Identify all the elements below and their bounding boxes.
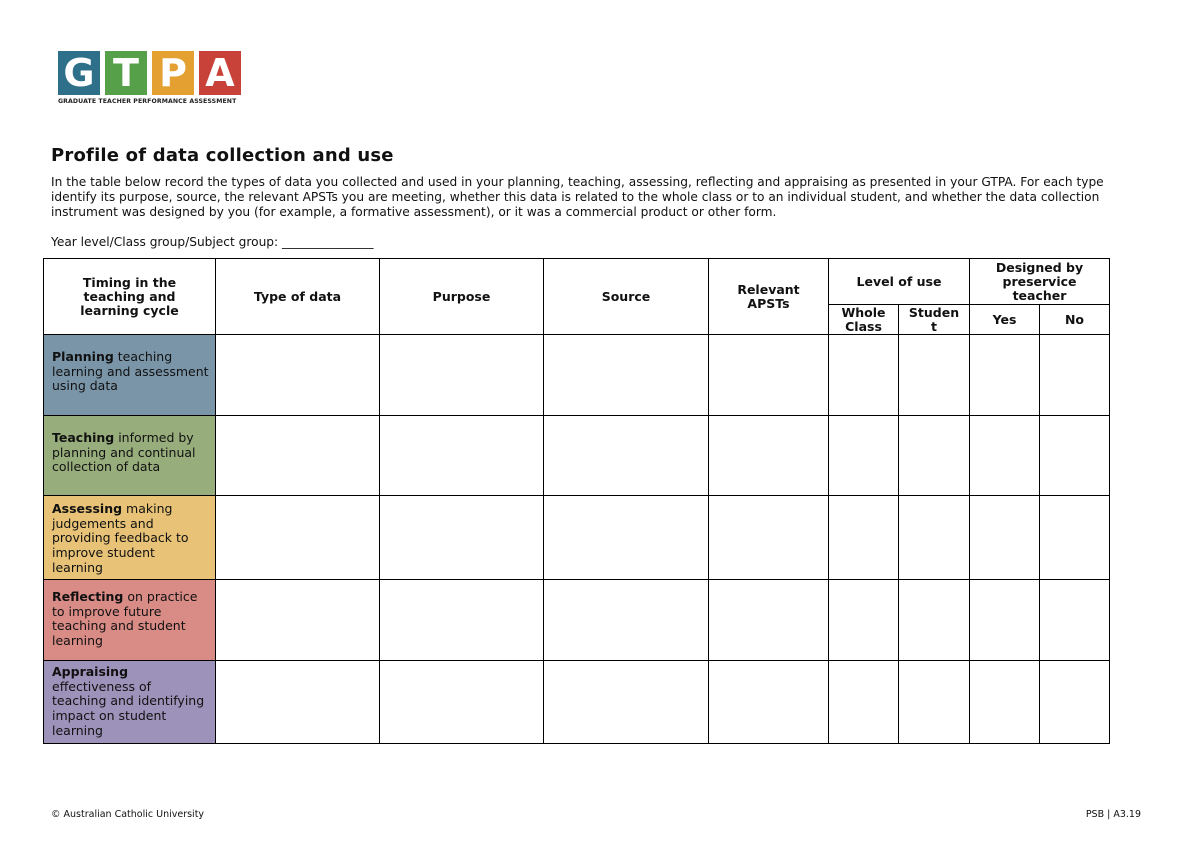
- row-label-bold: Assessing: [52, 501, 123, 516]
- cell-source[interactable]: [544, 335, 709, 416]
- table-row: [44, 416, 1110, 496]
- cell-yes[interactable]: [970, 416, 1040, 496]
- cell-type[interactable]: [216, 416, 380, 496]
- cell-apsts[interactable]: [709, 496, 829, 580]
- cell-student[interactable]: [899, 580, 970, 661]
- cell-type[interactable]: [216, 580, 380, 661]
- row-label-bold: Teaching: [52, 430, 115, 445]
- header-designed-label: Designed by preservice teacher: [995, 259, 1084, 303]
- row-label-appraising: [44, 661, 216, 744]
- header-source: Source: [544, 259, 709, 335]
- cell-type[interactable]: [216, 661, 380, 744]
- row-label-bold: Appraising: [52, 664, 129, 679]
- table-row: [44, 580, 1110, 661]
- table-row: [44, 661, 1110, 744]
- row-label-text: making judgements and providing feedback to improve student learning: [52, 501, 189, 575]
- cell-purpose[interactable]: [380, 416, 544, 496]
- cell-apsts[interactable]: [709, 416, 829, 496]
- header-timing: [44, 259, 216, 335]
- cell-yes[interactable]: [970, 496, 1040, 580]
- row-label-teaching: [44, 416, 216, 496]
- header-student-label: Studen t: [908, 304, 960, 334]
- data-collection-table: [43, 258, 1110, 744]
- header-level-of-use: Level of use: [829, 259, 970, 305]
- cell-source[interactable]: [544, 580, 709, 661]
- header-apsts-label: Relevant APSTs: [737, 281, 800, 311]
- row-label-text: informed by planning and continual collection of data: [52, 430, 196, 475]
- cell-student[interactable]: [899, 496, 970, 580]
- page-title: Profile of data collection and use: [51, 145, 394, 166]
- cell-student[interactable]: [899, 335, 970, 416]
- row-label-bold: Reflecting: [52, 589, 124, 604]
- header-relevant-apsts: [709, 259, 829, 335]
- cell-no[interactable]: [1040, 661, 1110, 744]
- cell-yes[interactable]: [970, 580, 1040, 661]
- header-timing-label: Timing in the teaching and learning cycle: [80, 274, 179, 318]
- logo-tile-t: T: [105, 51, 147, 95]
- intro-paragraph: In the table below record the types of data you collected and used in your planning, teaching, assessing, reflecting and appraising as presented in your GTPA. For each type identify its purpose, source, the relevant APSTs you are meeting, whether this data is related to the whole class or to an individual student, and whether the data collection instrument was designed by you (for example, a formative assessment), or it was a commercial product or other form.: [51, 175, 1104, 219]
- row-label-text: effectiveness of teaching and identifying impact on student learning: [52, 678, 205, 738]
- cell-whole[interactable]: [829, 416, 899, 496]
- cell-whole[interactable]: [829, 661, 899, 744]
- cell-whole[interactable]: [829, 496, 899, 580]
- cell-apsts[interactable]: [709, 580, 829, 661]
- row-label-text: on practice to improve future teaching and student learning: [52, 589, 198, 649]
- header-no: No: [1040, 305, 1110, 335]
- footer-page-code: PSB | A3.19: [1085, 809, 1141, 820]
- table-row: [44, 335, 1110, 416]
- logo-tile-a: A: [199, 51, 241, 95]
- header-student: [899, 305, 970, 335]
- cell-student[interactable]: [899, 661, 970, 744]
- row-label-text: teaching learning and assessment using data: [52, 349, 209, 394]
- footer-copyright: © Australian Catholic University: [51, 809, 205, 820]
- header-purpose: Purpose: [380, 259, 544, 335]
- cell-purpose[interactable]: [380, 661, 544, 744]
- cell-type[interactable]: [216, 335, 380, 416]
- header-yes: Yes: [970, 305, 1040, 335]
- cell-source[interactable]: [544, 416, 709, 496]
- cell-no[interactable]: [1040, 416, 1110, 496]
- row-label-reflecting: [44, 580, 216, 661]
- gtpa-logo: [58, 51, 258, 111]
- header-designed-by: [970, 259, 1110, 305]
- cell-student[interactable]: [899, 416, 970, 496]
- cell-yes[interactable]: [970, 335, 1040, 416]
- cell-purpose[interactable]: [380, 496, 544, 580]
- logo-tile-g: G: [58, 51, 100, 95]
- cell-yes[interactable]: [970, 661, 1040, 744]
- cell-whole[interactable]: [829, 335, 899, 416]
- cell-source[interactable]: [544, 496, 709, 580]
- cell-type[interactable]: [216, 496, 380, 580]
- logo-tile-p: P: [152, 51, 194, 95]
- row-label-bold: Planning: [52, 349, 114, 364]
- header-whole-class: [829, 305, 899, 335]
- cell-source[interactable]: [544, 661, 709, 744]
- cell-no[interactable]: [1040, 496, 1110, 580]
- cell-apsts[interactable]: [709, 335, 829, 416]
- cell-no[interactable]: [1040, 335, 1110, 416]
- table-row: [44, 496, 1110, 580]
- cell-apsts[interactable]: [709, 661, 829, 744]
- year-level-line: Year level/Class group/Subject group: _______________: [51, 235, 374, 249]
- header-type-of-data: Type of data: [216, 259, 380, 335]
- cell-purpose[interactable]: [380, 580, 544, 661]
- row-label-assessing: [44, 496, 216, 580]
- header-whole-label: Whole Class: [841, 304, 886, 334]
- logo-tagline: GRADUATE TEACHER PERFORMANCE ASSESSMENT: [58, 98, 237, 105]
- cell-purpose[interactable]: [380, 335, 544, 416]
- cell-no[interactable]: [1040, 580, 1110, 661]
- row-label-planning: [44, 335, 216, 416]
- cell-whole[interactable]: [829, 580, 899, 661]
